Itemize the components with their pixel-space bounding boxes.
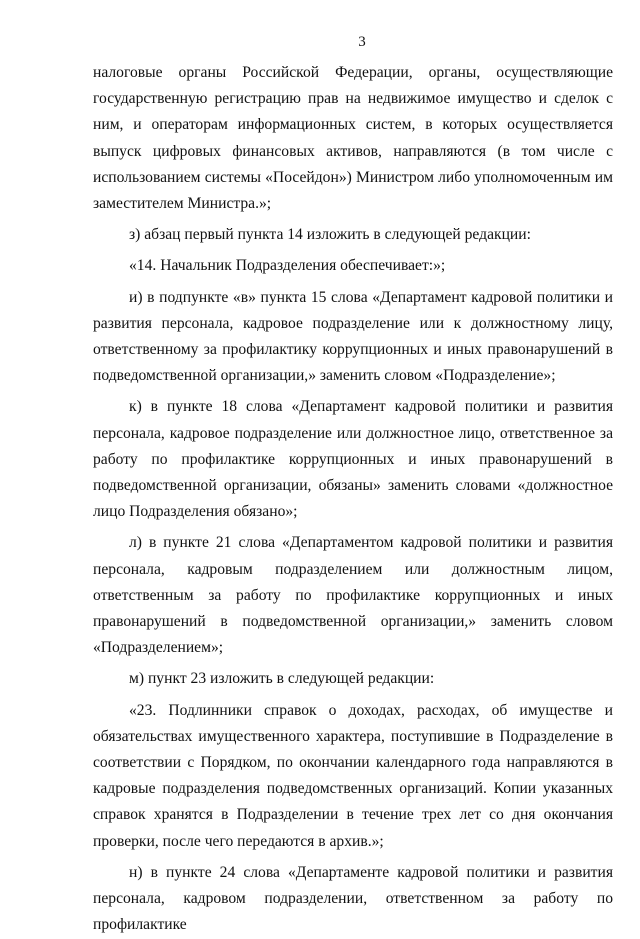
paragraph-quote-14: «14. Начальник Подразделения обеспечивает:»; (129, 257, 446, 275)
paragraph-item-n: н) в пункте 24 слова «Департаменте кадровой политики и развития персонала, кадровом подразделении, ответственном за работу по профилактике (93, 863, 613, 934)
page-number: 3 (358, 34, 366, 50)
paragraph-continuation: налоговые органы Российской Федерации, органы, осуществляющие государственную регистрацию прав на недвижимое имущество и сделок с ним, и операторам информационных систем, в которых осуществляется выпуск цифровых финансовых активов, направляются (в том числе с использованием системы «Посейдон») Министром либо уполномоченным им заместителем Министра.»; (93, 64, 613, 213)
paragraph-item-l: л) в пункте 21 слова «Департаментом кадровой политики и развития персонала, кадровым подразделением или должностным лицом, ответственным за работу по профилактике коррупционных и иных правонарушений в подведомственной организации,» заменить словом «Подразделением»; (93, 534, 613, 657)
paragraph-item-m: м) пункт 23 изложить в следующей редакции: (129, 670, 435, 688)
paragraph-item-z: з) абзац первый пункта 14 изложить в следующей редакции: (129, 226, 531, 244)
paragraph-item-i: и) в подпункте «в» пункта 15 слова «Департамент кадровой политики и развития персонала, кадровое подразделение или к должностному лицу, ответственному за профилактику коррупционных и иных правонарушений в подведомственной организации,» заменить словом «Подразделение»; (93, 288, 613, 385)
document-body (93, 60, 613, 939)
paragraph-item-k: к) в пункте 18 слова «Департамент кадровой политики и развития персонала, кадровое подразделение или должностное лицо, ответственное за работу по профилактике коррупционных и иных правонарушений в подведомственной организации, обязаны» заменить словами «должностное лицо Подразделения обязано»; (93, 398, 613, 521)
paragraph-quote-23: «23. Подлинники справок о доходах, расходах, об имуществе и обязательствах имущественного характера, поступившие в Подразделение в соответствии с Порядком, по окончании календарного года направляются в кадровые подразделения подведомственных организаций. Копии указанных справок хранятся в Подразделении в течение трех лет со дня окончания проверки, после чего передаются в архив.»; (93, 701, 613, 850)
